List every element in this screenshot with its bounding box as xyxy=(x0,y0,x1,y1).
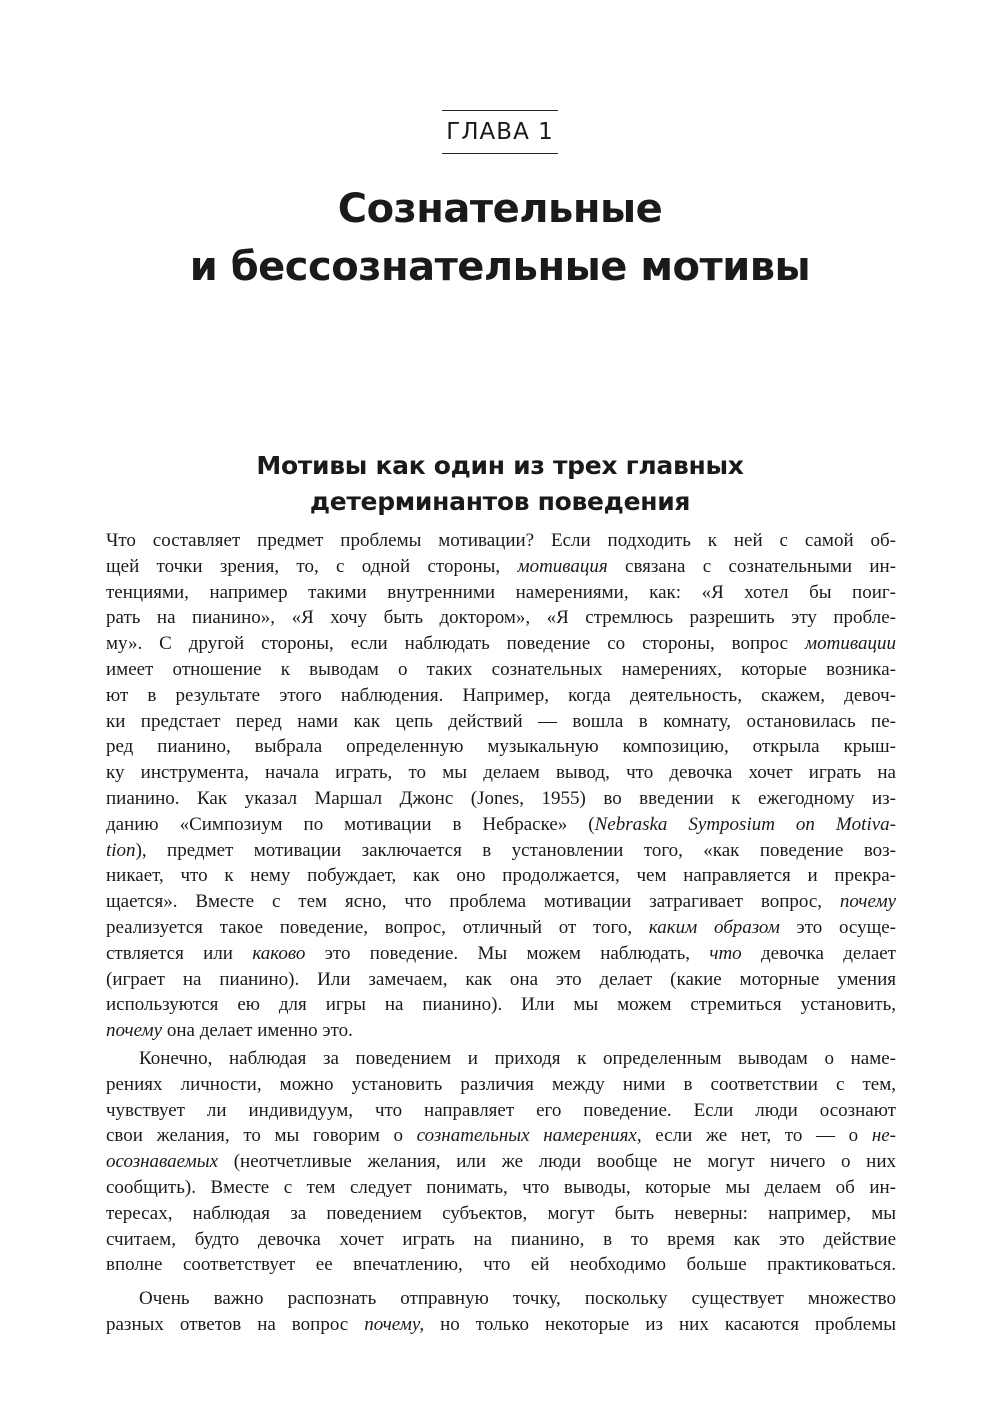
text-line: щей точки зрения, то, с одной стороны, мотивация связана с сознательными ин- xyxy=(106,555,896,577)
text-line: вполне соответствует ее впечатлению, что ей необходимо больше практиковаться. xyxy=(106,1254,896,1276)
body-text xyxy=(106,528,896,1338)
text-line: Конечно, наблюдая за поведением и приходя к определенным выводам о наме- xyxy=(139,1047,896,1069)
text-line: ред пианино, выбрала определенную музыкальную композицию, открыла крыш- xyxy=(106,736,896,758)
emphasis: почему xyxy=(839,891,896,913)
chapter-title-line-2: и бессознательные мотивы xyxy=(189,244,811,290)
emphasis: tion xyxy=(106,839,136,861)
text-line: сообщить). Вместе с тем следует понимать, что выводы, которые мы делаем об ин- xyxy=(106,1176,896,1198)
text-line: тенциями, например такими внутренними намерениями, как: «Я хотел бы поиг- xyxy=(106,581,896,603)
text-line: tion), предмет мотивации заключается в установлении того, «как поведение воз- xyxy=(106,839,896,861)
text-line: данию «Симпозиум по мотивации в Небраске» (Nebraska Symposium on Motiva- xyxy=(106,813,896,835)
emphasis: каково xyxy=(252,942,306,964)
text-line: свои желания, то мы говорим о сознательных намерениях, если же нет, то — о не- xyxy=(106,1125,896,1147)
paragraph-3 xyxy=(106,1286,896,1338)
emphasis: мотивация xyxy=(517,555,608,577)
text-line: рать на пианино», «Я хочу быть доктором», «Я стремлюсь разрешить эту пробле- xyxy=(106,607,896,629)
text-line: Очень важно распознать отправную точку, поскольку существует множество xyxy=(139,1288,896,1310)
emphasis: сознательных намерениях, xyxy=(416,1125,642,1147)
text-line: осознаваемых (неотчетливые желания, или же люди вообще не могут ничего о них xyxy=(106,1151,896,1173)
section-title xyxy=(0,448,1000,520)
text-line: чувствует ли индивидуум, что направляет его поведение. Если люди осознают xyxy=(106,1099,896,1121)
emphasis: каким образом xyxy=(648,916,780,938)
emphasis: Nebraska Symposium on Motiva- xyxy=(594,813,896,835)
chapter-label xyxy=(0,110,1000,154)
emphasis: не- xyxy=(871,1125,896,1147)
emphasis: осознаваемых xyxy=(106,1151,219,1173)
text-line: реализуется такое поведение, вопрос, отличный от того, каким образом это осуще- xyxy=(106,916,896,938)
text-line: Что составляет предмет проблемы мотивации? Если подходить к ней с самой об- xyxy=(106,530,896,551)
chapter-title xyxy=(0,180,1000,296)
text-line: никает, что к нему побуждает, как оно продолжается, чем направляется и прекра- xyxy=(106,865,896,887)
text-line: тересах, наблюдая за поведением субъектов, могут быть неверны: например, мы xyxy=(106,1202,896,1224)
text-line: ют в результате этого наблюдения. Например, когда деятельность, скажем, девоч- xyxy=(106,684,896,706)
text-line: имеет отношение к выводам о таких сознательных намерениях, которые возника- xyxy=(106,658,896,680)
text-line: щается». Вместе с тем ясно, что проблема мотивации затрагивает вопрос, почему xyxy=(106,891,896,913)
emphasis: почему, xyxy=(364,1313,425,1335)
text-line: пианино. Как указал Маршал Джонс (Jones, 1955) во введении к ежегодному из- xyxy=(106,787,896,809)
text-line: (играет на пианино). Или замечаем, как она это делает (какие моторные умения xyxy=(106,968,896,990)
paragraph-1 xyxy=(106,528,896,1044)
text-line: му». С другой стороны, если наблюдать поведение со стороны, вопрос мотивации xyxy=(106,633,896,655)
section-title-line-2: детерминантов поведения xyxy=(309,487,691,516)
text-line: почему она делает именно это. xyxy=(106,1020,353,1042)
emphasis: что xyxy=(709,942,742,964)
text-line: используются ею для игры на пианино). Или мы можем стремиться установить, xyxy=(106,994,896,1016)
text-line: ку инструмента, начала играть, то мы делаем вывод, что девочка хочет играть на xyxy=(106,762,896,784)
emphasis: мотивации xyxy=(805,633,896,655)
chapter-number: ГЛАВА 1 xyxy=(442,110,558,154)
section-title-line-1: Мотивы как один из трех главных xyxy=(256,451,744,480)
text-line: разных ответов на вопрос почему, но только некоторые из них касаются проблемы xyxy=(106,1313,896,1335)
paragraph-2 xyxy=(106,1046,896,1278)
text-line: считаем, будто девочка хочет играть на пианино, в то время как это действие xyxy=(106,1228,896,1250)
chapter-title-line-1: Сознательные xyxy=(337,186,663,232)
emphasis: почему xyxy=(106,1020,163,1042)
text-line: ки предстает перед нами как цепь действий — вошла в комнату, остановилась пе- xyxy=(106,710,896,732)
text-line: ствляется или каково это поведение. Мы можем наблюдать, что девочка делает xyxy=(106,942,896,964)
text-line: рениях личности, можно установить различия между ними в соответствии с тем, xyxy=(106,1073,896,1095)
